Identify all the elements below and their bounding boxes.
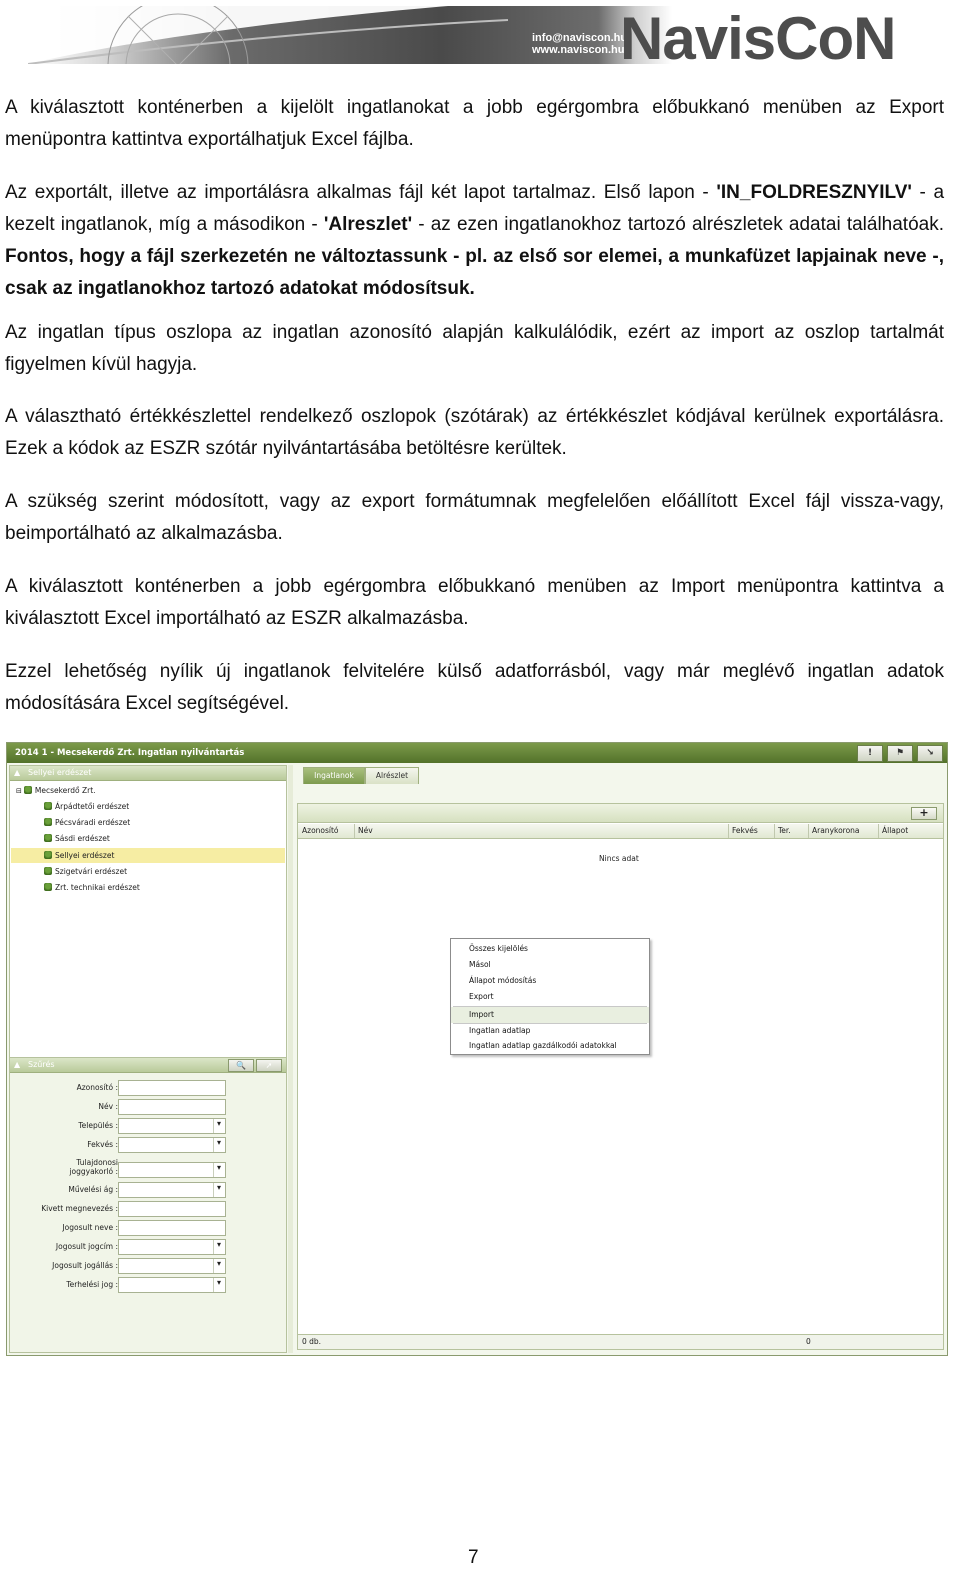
filter-label: Jogosult jogállás :: [52, 1261, 118, 1270]
tree-root-label: Mecsekerdő Zrt.: [34, 786, 96, 795]
menu-item-datasheet-manager[interactable]: Ingatlan adatlap gazdálkodói adatokkal: [469, 1041, 617, 1050]
filter-label: Művelési ág :: [68, 1185, 118, 1194]
empty-message: Nincs adat: [599, 854, 639, 863]
p2-warning: Fontos, hogy a fájl szerkezetén ne változtassunk - pl. az első sor elemei, a munkafüzet lapjainak neve -, csak az ingatlanokhoz tartozó adatokat módosítsuk.: [5, 246, 944, 299]
tree-item[interactable]: [44, 883, 140, 892]
fekves-select[interactable]: [118, 1137, 226, 1153]
filter-row: [10, 1220, 278, 1236]
contact-web: www.naviscon.hu: [532, 44, 625, 56]
forest-icon: [44, 802, 52, 810]
alert-button[interactable]: !: [857, 745, 883, 762]
paragraph-reimport: A szükség szerint módosított, vagy az export formátumnak megfelelően előállított Excel fájl vissza-vagy, beimportálható az alkalmazásba.: [5, 491, 944, 544]
filter-label: Fekvés :: [87, 1140, 118, 1149]
filter-row: [10, 1080, 278, 1096]
forest-icon: [44, 867, 52, 875]
paragraph-new-records: Ezzel lehetőség nyílik új ingatlanok felvitelére külső adatforrásból, vagy már meglévő ingatlan adatok módosítására Excel segítségével.: [5, 661, 944, 714]
column-header[interactable]: Fekvés: [732, 826, 758, 835]
compass-icon: [68, 6, 328, 64]
p2-sheet-name-1: 'IN_FOLDRESZNYILV': [716, 182, 912, 203]
grid-toolbar: [298, 804, 943, 823]
column-divider: [354, 824, 355, 838]
filter-panel-title: Szűrés: [28, 1060, 55, 1069]
jogosult-neve-input[interactable]: [118, 1220, 226, 1236]
context-menu: [450, 938, 650, 1055]
naviscon-logo: NavisCoN: [620, 6, 896, 64]
exit-button[interactable]: ↘: [917, 745, 943, 762]
p2-part-c: - a kezelt ingatlanok, míg a másodikon -: [5, 182, 945, 235]
tab-alreszlet[interactable]: Alrészlet: [365, 767, 419, 784]
p2-sheet-name-2: 'Alreszlet': [323, 214, 413, 235]
menu-item-export[interactable]: Export: [469, 992, 494, 1001]
tab-ingatlanok[interactable]: Ingatlanok: [303, 767, 365, 784]
tree-root[interactable]: [16, 786, 96, 795]
forest-icon: [44, 818, 52, 826]
main-area: [295, 765, 945, 1353]
tree-item-label: Árpádtetői erdészet: [55, 802, 130, 811]
column-divider: [728, 824, 729, 838]
filter-row: [10, 1118, 278, 1134]
filter-label: Kivett megnevezés :: [41, 1204, 118, 1213]
filter-label: Azonosító :: [76, 1083, 118, 1092]
tree-panel-title: Sellyei erdészet: [28, 768, 92, 777]
kivett-input[interactable]: [118, 1201, 226, 1217]
tree-item[interactable]: [44, 802, 129, 811]
app-title: 2014 1 - Mecsekerdő Zrt. Ingatlan nyilvántartás: [15, 748, 245, 758]
filter-row: [10, 1158, 278, 1180]
jogosult-jogcim-select[interactable]: [118, 1239, 226, 1255]
paragraph-export-intro: A kiválasztott konténerben a kijelölt ingatlanokat a jobb egérgombra előbukkanó menüben az Export menüpontra kattintva exportálhatjuk Excel fájlba.: [5, 97, 944, 150]
filter-row: [10, 1258, 278, 1274]
tree-panel-header[interactable]: [10, 766, 286, 781]
footer-count: 0 db.: [302, 1337, 322, 1346]
collapse-icon[interactable]: ▲: [14, 768, 21, 777]
jogosult-jogallas-select[interactable]: [118, 1258, 226, 1274]
tree-item-label: Szigetvári erdészet: [55, 867, 128, 876]
telepules-select[interactable]: [118, 1118, 226, 1134]
forest-icon: [44, 883, 52, 891]
filter-row: [10, 1277, 278, 1293]
paragraph-import-menu: A kiválasztott konténerben a jobb egérgombra előbukkanó menüben az Import menüpontra kattintva a kiválasztott Excel importálható az ESZR alkalmazásba.: [5, 576, 944, 629]
filter-label: Jogosult neve :: [62, 1223, 118, 1232]
menu-item-import[interactable]: Import: [451, 1007, 649, 1023]
filter-toolbar: [226, 1059, 282, 1072]
forest-icon: [44, 851, 52, 859]
p2-part-e: - az ezen ingatlanokhoz tartozó alrészletek adatai találhatóak.: [412, 214, 944, 235]
column-header[interactable]: Aranykorona: [812, 826, 860, 835]
tree-item-selected[interactable]: [44, 851, 114, 860]
filter-panel: [9, 1057, 287, 1353]
paragraph-dictionaries: A választható értékkészlettel rendelkező oszlopok (szótárak) az értékkészlet kódjával kerülnek exportálásra. Ezek a kódok az ESZR szótár nyilvántartásába betöltésre kerültek.: [5, 406, 944, 459]
menu-item-select-all[interactable]: Összes kijelölés: [469, 944, 528, 953]
flag-button[interactable]: ⚑: [887, 745, 913, 762]
column-header[interactable]: Név: [358, 826, 373, 835]
org-icon: [24, 786, 32, 794]
tree-item[interactable]: [44, 834, 110, 843]
menu-item-status-change[interactable]: Állapot módosítás: [469, 976, 537, 985]
paragraph-file-structure: [5, 177, 944, 305]
app-titlebar: [7, 743, 947, 763]
add-button[interactable]: +: [911, 807, 937, 820]
column-divider: [878, 824, 879, 838]
filter-panel-header[interactable]: [10, 1058, 286, 1073]
tree-toggle-icon[interactable]: ⊟: [16, 787, 22, 795]
contact-email: info@naviscon.hu: [532, 32, 628, 44]
column-header[interactable]: Azonosító: [302, 826, 339, 835]
grid-footer: [298, 1334, 943, 1349]
header-banner: [28, 6, 948, 64]
column-header[interactable]: Állapot: [882, 826, 909, 835]
tree-item-label: Sellyei erdészet: [55, 851, 115, 860]
property-grid: [297, 803, 944, 1350]
tree-item[interactable]: [44, 867, 127, 876]
filter-label: Terhelési jog :: [66, 1280, 118, 1289]
tulajdonosi-select[interactable]: [118, 1162, 226, 1178]
column-header[interactable]: Ter.: [778, 826, 791, 835]
filter-label: Jogosult jogcím :: [55, 1242, 118, 1251]
banner-contact: [532, 32, 627, 56]
grid-header: [298, 824, 943, 839]
filter-label: Település :: [78, 1121, 118, 1130]
filter-row: [10, 1201, 278, 1217]
menu-item-copy[interactable]: Másol: [469, 960, 491, 969]
nev-input[interactable]: [118, 1099, 226, 1115]
column-divider: [774, 824, 775, 838]
tree-item-label: Zrt. technikai erdészet: [55, 883, 140, 892]
search-icon[interactable]: 🔍: [228, 1059, 254, 1072]
terhelesi-jog-select[interactable]: [118, 1277, 226, 1293]
filter-row: [10, 1239, 278, 1255]
column-divider: [808, 824, 809, 838]
forest-icon: [44, 834, 52, 842]
page-number: 7: [468, 1547, 479, 1568]
tree-item[interactable]: [44, 818, 130, 827]
collapse-icon[interactable]: ▲: [14, 1060, 21, 1069]
menu-item-datasheet[interactable]: Ingatlan adatlap: [469, 1026, 531, 1035]
filter-row: [10, 1137, 278, 1153]
pointer-icon[interactable]: ➚: [256, 1059, 282, 1072]
azonosito-input[interactable]: [118, 1080, 226, 1096]
filter-row: [10, 1182, 278, 1198]
tree-item-label: Sásdi erdészet: [55, 834, 110, 843]
p2-part-a: Az exportált, illetve az importálásra alkalmas fájl két lapot tartalmaz. Első lapon -: [5, 182, 717, 203]
muvelesi-ag-select[interactable]: [118, 1182, 226, 1198]
filter-row: [10, 1099, 278, 1115]
paragraph-type-column: Az ingatlan típus oszlopa az ingatlan azonosító alapján kalkulálódik, ezért az import az oszlop tartalmát figyelmen kívül hagyja.: [5, 322, 944, 375]
panel-splitter[interactable]: [288, 765, 293, 1353]
footer-sum: 0: [806, 1337, 811, 1346]
tree-item-label: Pécsváradi erdészet: [55, 818, 131, 827]
filter-label: Tulajdonosi joggyakorló :: [69, 1158, 118, 1176]
filter-label: Név :: [98, 1102, 118, 1111]
tree-panel: [9, 765, 287, 1067]
